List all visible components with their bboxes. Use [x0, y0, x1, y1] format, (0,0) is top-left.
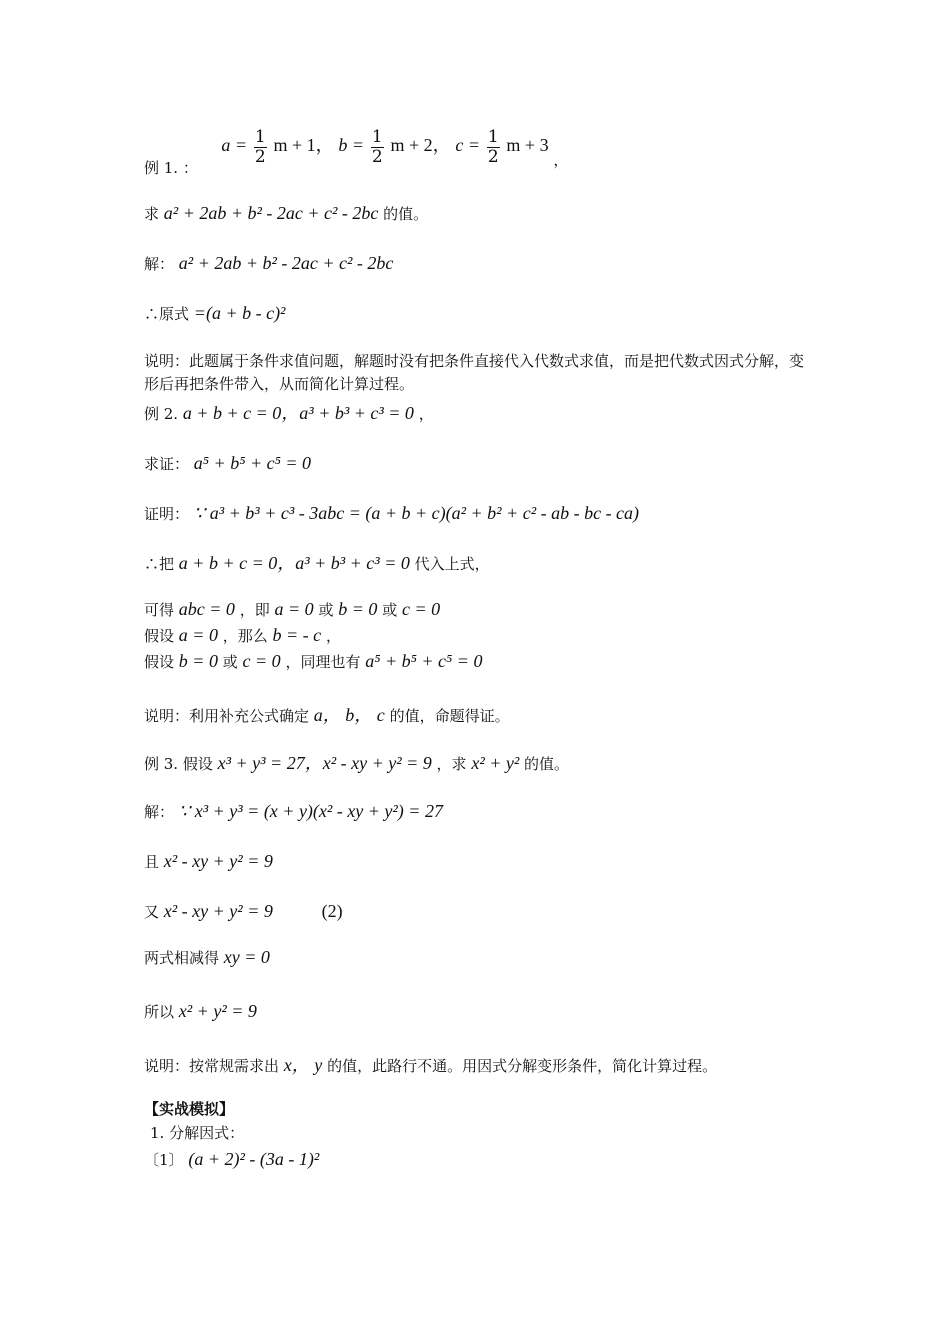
practice-subitem-1: 〔1〕 (a + 2)² - (3a - 1)²: [144, 1149, 320, 1169]
example3-solution-expression: ∵ x³ + y³ = (x + y)(x² - xy + y²) = 27: [178, 801, 443, 821]
example2-note-variables: a， b， c: [313, 705, 385, 725]
example1-condition-line: [144, 127, 569, 178]
practice-item-1: 1. 分解因式：: [150, 1124, 245, 1142]
example3-subtract-expression: xy = 0: [223, 947, 270, 967]
example1-solution-expression: a² + 2ab + b² - 2ac + c² - 2bc: [178, 253, 394, 273]
example1-therefore: ∴原式 =(a + b - c)²: [144, 303, 286, 323]
example1-a-rhs: m + 1，: [273, 135, 334, 156]
practice-heading: 【实战模拟】: [144, 1100, 235, 1118]
example1-question: 求 a² + 2ab + b² - 2ac + c² - 2bc 的值。: [144, 203, 429, 223]
example1-b-fraction: $\frac{1}{2}$: [371, 127, 383, 167]
example2-substitute: ∴把 a + b + c = 0，a³ + b³ + c³ = 0 代入上式，: [144, 553, 490, 573]
example1-c-fraction: $\frac{1}{2}$: [487, 127, 499, 167]
example3-condition-line: 例 3. 假设 x³ + y³ = 27，x² - xy + y² = 9 ，求 x² + y² 的值。: [144, 753, 570, 773]
example2-result: 可得 abc = 0 ，即 a = 0 或 b = 0 或 c = 0: [144, 599, 441, 619]
example3-and-expression: x² - xy + y² = 9: [163, 851, 273, 871]
example1-trailing-comma: ，: [553, 151, 569, 170]
example1-a-lhs: a =: [221, 135, 248, 156]
example3-note: 说明：按常规需求出 x， y 的值，此路行不通。用因式分解变形条件，简化计算过程。: [144, 1055, 718, 1075]
example2-condition-expression: a + b + c = 0，a³ + b³ + c³ = 0: [182, 403, 414, 423]
example3-target-expression: x² + y²: [471, 753, 520, 773]
example3-subtract: 两式相减得 xy = 0: [144, 947, 270, 967]
example3-also-expression: x² - xy + y² = 9: [163, 901, 273, 921]
example2-proof-expression: ∵ a³ + b³ + c³ - 3abc = (a + b + c)(a² + b² + c² - ab - bc - ca): [193, 503, 640, 523]
example1-a-fraction: $\frac{1}{2}$: [254, 127, 266, 167]
example2-note: 说明：利用补充公式确定 a， b， c 的值，命题得证。: [144, 705, 510, 725]
example3-conclusion: 所以 x² + y² = 9: [144, 1001, 257, 1021]
example1-c-lhs: c =: [455, 135, 481, 156]
example3-solution: 解： ∵ x³ + y³ = (x + y)(x² - xy + y²) = 27: [144, 801, 443, 821]
example1-c-rhs: m + 3: [506, 135, 549, 156]
example1-therefore-expression: =(a + b - c)²: [193, 303, 286, 323]
example3-conclusion-expression: x² + y² = 9: [178, 1001, 257, 1021]
example3-and: 且 x² - xy + y² = 9: [144, 851, 273, 871]
example3-equation-tag: (2): [321, 901, 343, 921]
example2-prove: 求证： a⁵ + b⁵ + c⁵ = 0: [144, 453, 311, 473]
example3-note-variables: x， y: [283, 1055, 323, 1075]
example2-substitute-expression: a + b + c = 0，a³ + b³ + c³ = 0: [178, 553, 410, 573]
example1-question-expression: a² + 2ab + b² - 2ac + c² - 2bc: [163, 203, 379, 223]
example2-assume2: 假设 b = 0 或 c = 0 ，同理也有 a⁵ + b⁵ + c⁵ = 0: [144, 651, 483, 671]
example2-assume1: 假设 a = 0 ，那么 b = - c ，: [144, 625, 341, 645]
example2-condition-line: 例 2. a + b + c = 0，a³ + b³ + c³ = 0 ，: [144, 403, 434, 423]
example2-proof: 证明： ∵ a³ + b³ + c³ - 3abc = (a + b + c)(a² + b² + c² - ab - bc - ca): [144, 503, 640, 523]
example2-prove-expression: a⁵ + b⁵ + c⁵ = 0: [193, 453, 311, 473]
example1-b-rhs: m + 2，: [390, 135, 451, 156]
example1-note: 说明：此题属于条件求值问题，解题时没有把条件直接代入代数式求值，而是把代数式因式分解，变形后再把条件带入，从而简化计算过程。: [144, 352, 805, 394]
example3-condition-expression: x³ + y³ = 27，x² - xy + y² = 9: [217, 753, 432, 773]
practice-subitem-1-expression: (a + 2)² - (3a - 1)²: [188, 1149, 320, 1169]
example1-solution: 解： a² + 2ab + b² - 2ac + c² - 2bc: [144, 253, 394, 273]
example1-b-lhs: b =: [338, 135, 365, 156]
example3-also: 又 x² - xy + y² = 9 (2): [144, 901, 343, 921]
example1-label: 例 1. ：: [144, 159, 198, 178]
